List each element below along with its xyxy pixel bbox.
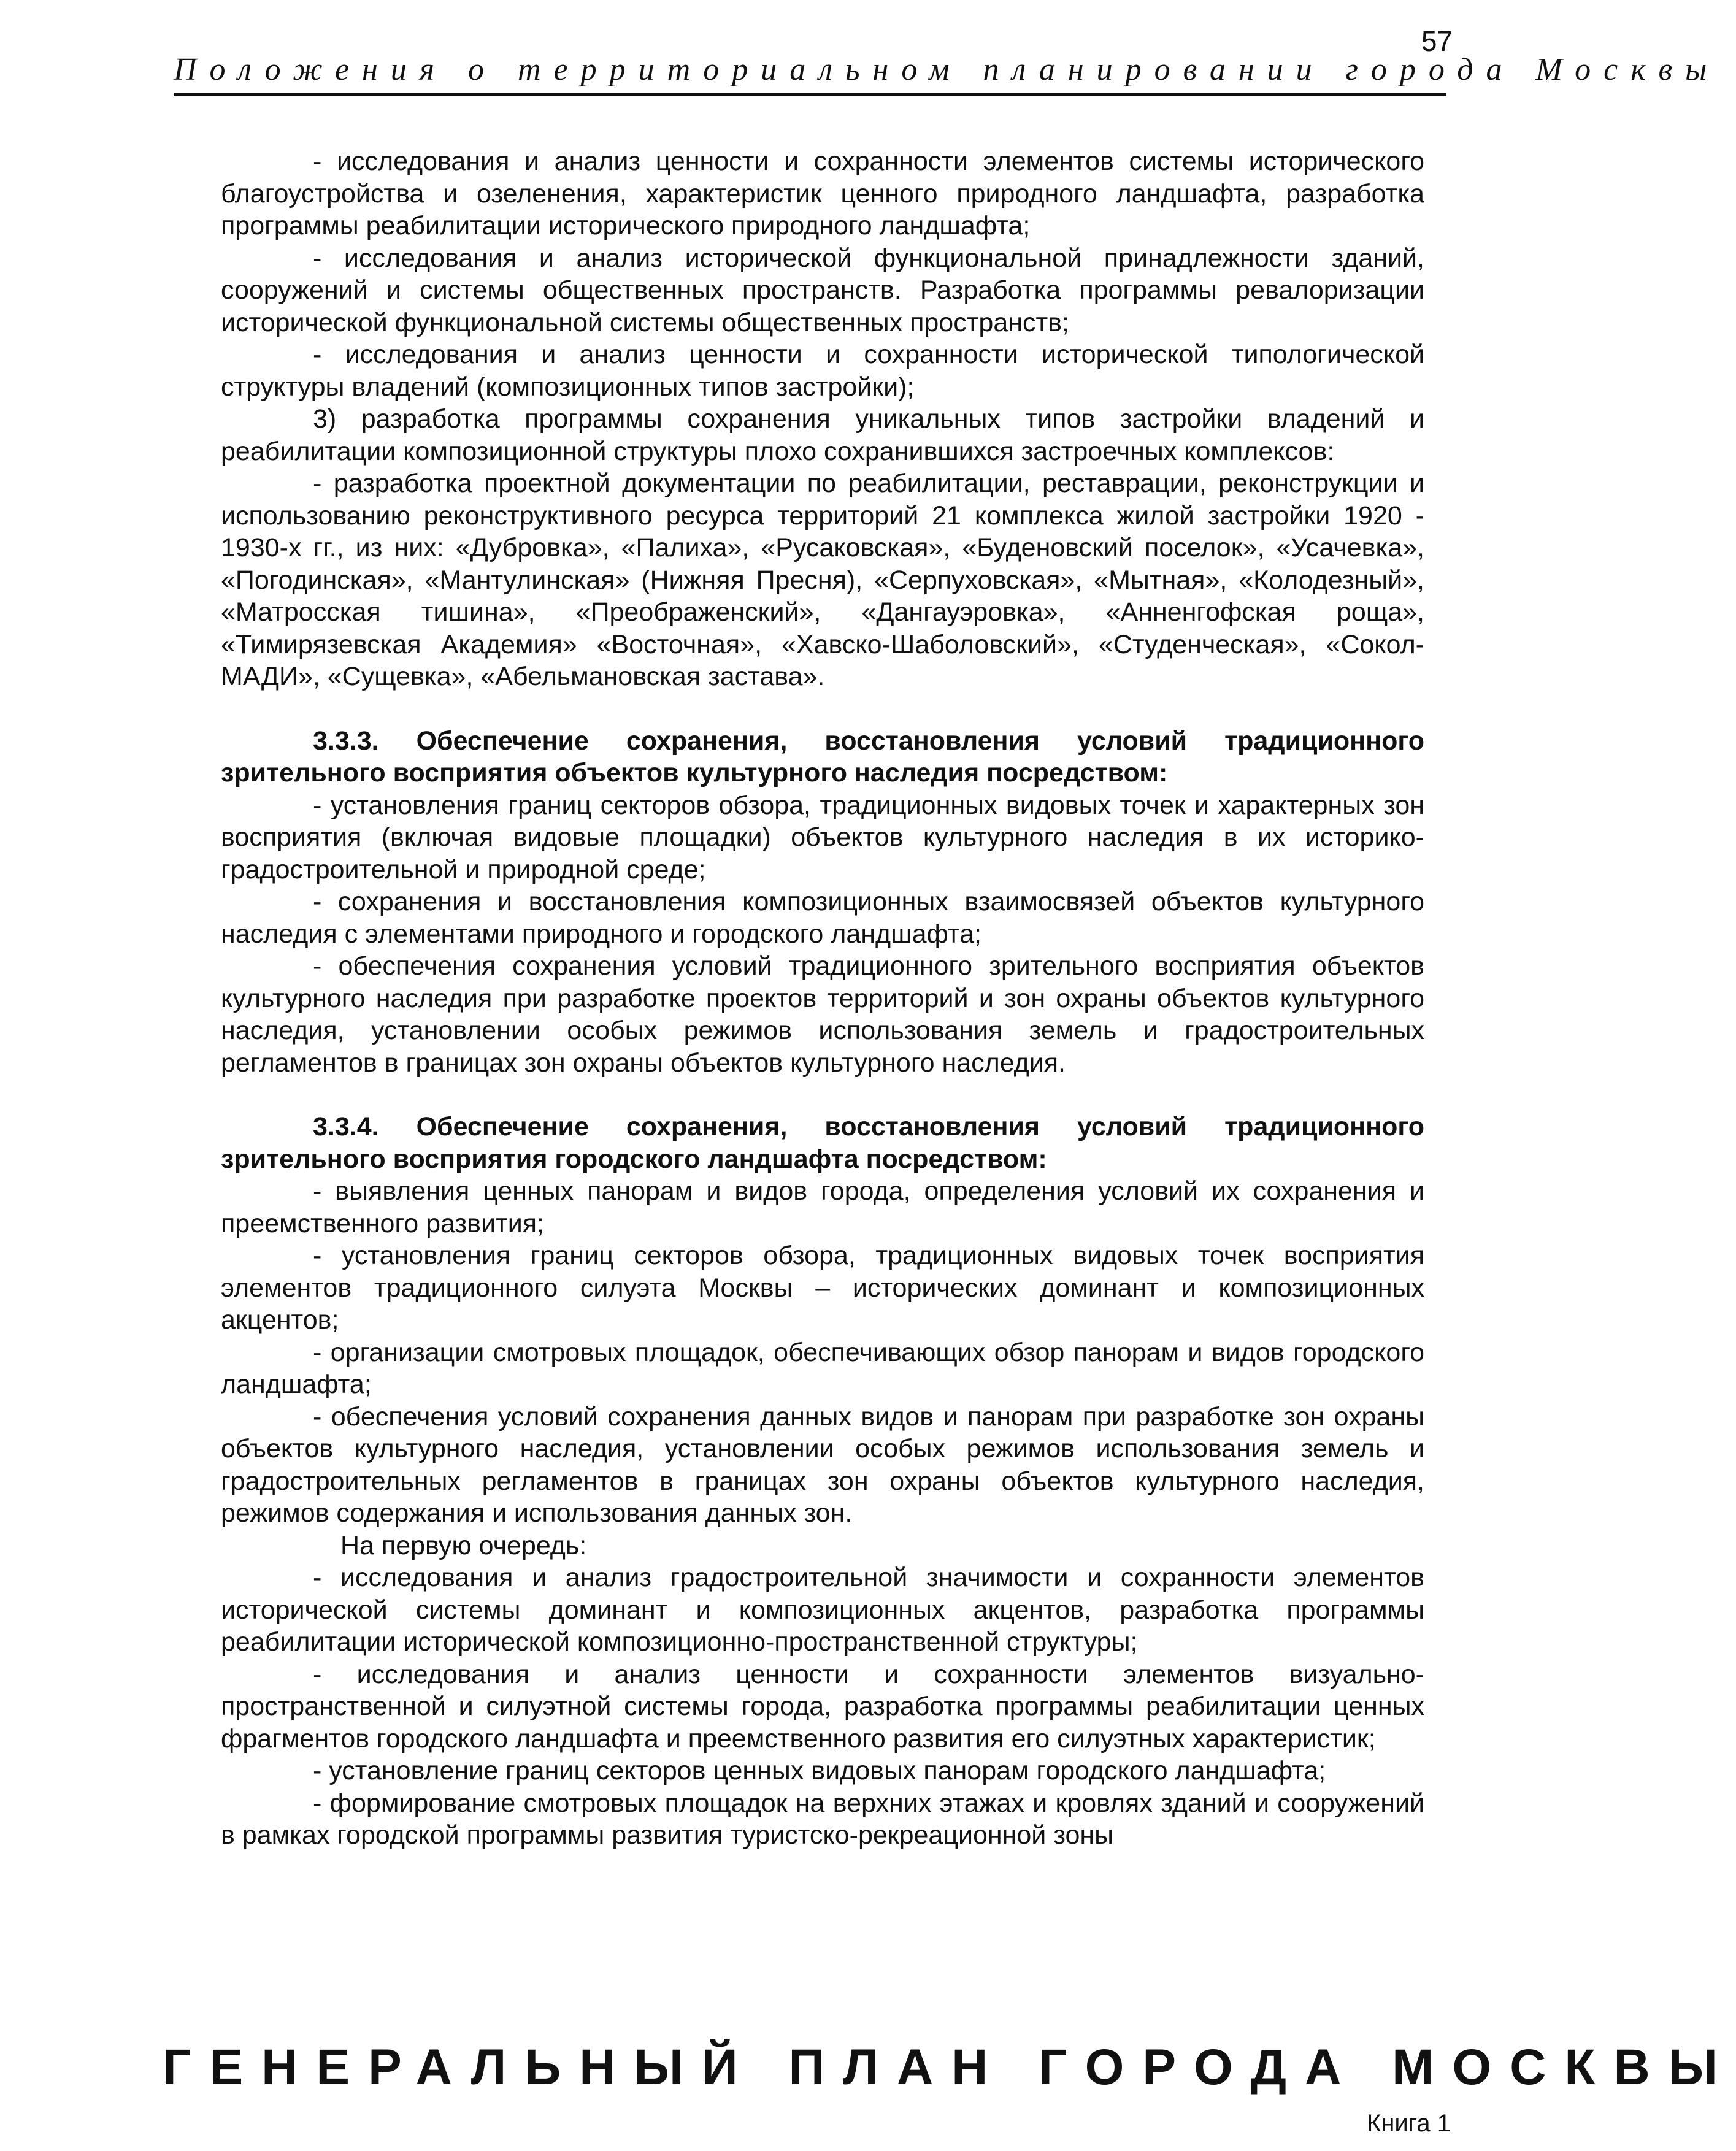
- footer-title: ГЕНЕРАЛЬНЫЙ ПЛАН ГОРОДА МОСКВЫ: [163, 2039, 1736, 2095]
- paragraph: - организации смотровых площадок, обеспечивающих обзор панорам и видов городского ландшафта;: [221, 1337, 1424, 1399]
- paragraph: - обеспечения условий сохранения данных видов и панорам при разработке зон охраны объектов культурного наследия, установлении особых режимов использования земель и градостроительных регламентов в границах зон охраны объектов культурного наследия, режимов содержания и использования данных зон.: [221, 1401, 1424, 1528]
- paragraph: - установления границ секторов обзора, традиционных видовых точек и характерных зон восприятия (включая видовые площадки) объектов культурного наследия в их историко-градостроительной и природной среде;: [221, 790, 1424, 884]
- paragraph: - исследования и анализ ценности и сохранности исторической типологической структуры владений (композиционных типов застройки);: [221, 340, 1424, 402]
- paragraph: - обеспечения сохранения условий традиционного зрительного восприятия объектов культурного наследия при разработке проектов территорий и зон охраны объектов культурного наследия, установлении особых режимов использования земель и градостроительных регламентов в границах зон охраны объектов культурного наследия.: [221, 951, 1424, 1078]
- book-label: Книга 1: [1366, 2110, 1451, 2137]
- running-header: Положения о территориальном планировании города Москвы: [174, 52, 1720, 87]
- paragraph: - исследования и анализ градостроительной значимости и сохранности элементов исторической системы доминант и композиционных акцентов, разработка программы реабилитации исторической композиционно-пространственной структуры;: [221, 1563, 1424, 1657]
- section-heading-3-3-3: 3.3.3. Обеспечение сохранения, восстановления условий традиционного зрительного восприятия объектов культурного наследия посредством:: [221, 726, 1424, 788]
- paragraph: - исследования и анализ исторической функциональной принадлежности зданий, сооружений и системы общественных пространств. Разработка программы ревалоризации исторической функциональной системы общественных пространств;: [221, 243, 1424, 337]
- paragraph: - исследования и анализ ценности и сохранности элементов системы исторического благоустройства и озеленения, характеристик ценного природного ландшафта, разработка программы реабилитации исторического природного ландшафта;: [221, 147, 1424, 240]
- paragraph: - исследования и анализ ценности и сохранности элементов визуально-пространственной и силуэтной системы города, разработка программы реабилитации ценных фрагментов городского ландшафта и преемственного развития его силуэтных характеристик;: [221, 1659, 1424, 1754]
- paragraph: 3) разработка программы сохранения уникальных типов застройки владений и реабилитации композиционной структуры плохо сохранившихся застроечных комплексов:: [221, 404, 1424, 466]
- paragraph: - установления границ секторов обзора, традиционных видовых точек восприятия элементов традиционного силуэта Москвы – исторических доминант и композиционных акцентов;: [221, 1241, 1424, 1335]
- header-divider: [174, 93, 1446, 96]
- paragraph: - сохранения и восстановления композиционных взаимосвязей объектов культурного наследия с элементами природного и городского ландшафта;: [221, 887, 1424, 949]
- paragraph: - выявления ценных панорам и видов города, определения условий их сохранения и преемственного развития;: [221, 1176, 1424, 1238]
- document-body: [221, 145, 1424, 1852]
- section-heading-3-3-4: 3.3.4. Обеспечение сохранения, восстановления условий традиционного зрительного восприятия городского ландшафта посредством:: [221, 1112, 1424, 1174]
- first-stage-label: На первую очередь:: [340, 1530, 587, 1560]
- paragraph: - установление границ секторов ценных видовых панорам городского ландшафта;: [313, 1756, 1326, 1785]
- page-number: 57: [1421, 25, 1453, 57]
- paragraph: - формирование смотровых площадок на верхних этажах и кровлях зданий и сооружений в рамках городской программы развития туристско-рекреационной зоны: [221, 1788, 1424, 1850]
- paragraph: - разработка проектной документации по реабилитации, реставрации, реконструкции и использованию реконструктивного ресурса территорий 21 комплекса жилой застройки 1920 - 1930-х гг., из них: «Дубровка», «Палиха», «Русаковская», «Буденовский поселок», «Усачевка», «Погодинская», «Мантулинская» (Нижняя Пресня), «Серпуховская», «Мытная», «Колодезный», «Матросская тишина», «Преображенский», «Дангауэровка», «Анненгофская роща», «Тимирязевская Академия» «Восточная», «Хавско-Шаболовский», «Студенческая», «Сокол-МАДИ», «Сущевка», «Абельмановская застава».: [221, 469, 1424, 691]
